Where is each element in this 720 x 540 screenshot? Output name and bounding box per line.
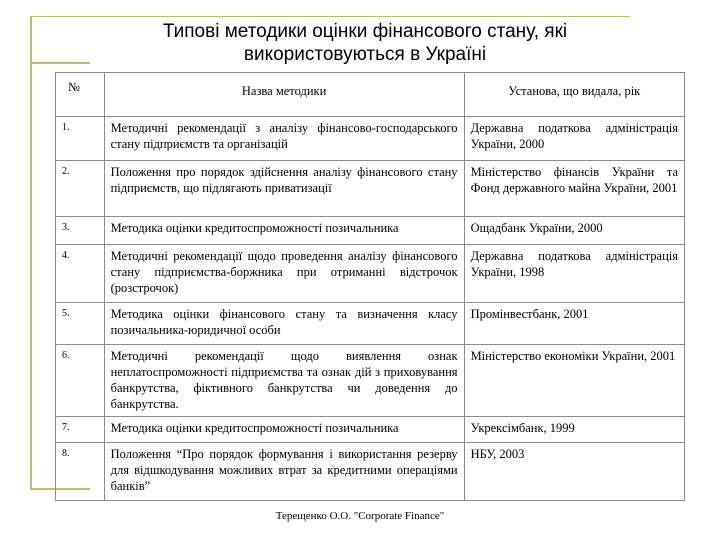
title-line-1: Типові методики оцінки фінансового стану, які (162, 21, 568, 42)
institution-year: Укрексімбанк, 1999 (464, 417, 684, 443)
method-name: Методичні рекомендації з аналізу фінансово-господарського стану підприємств та організацій (104, 117, 464, 161)
table-header-row (56, 73, 685, 117)
institution-year: НБУ, 2003 (464, 443, 684, 501)
institution-year: Державна податкова адміністрація України, 1998 (464, 245, 684, 303)
methods-table (55, 72, 685, 501)
slide-title (60, 20, 670, 66)
institution-year: Промінвестбанк, 2001 (464, 303, 684, 345)
row-number: 4. (56, 245, 105, 303)
institution-year: Міністерство економіки України, 2001 (464, 345, 684, 417)
table-row (56, 117, 685, 161)
method-name: Методичні рекомендації щодо проведення аналізу фінансового стану підприємства-боржника при отриманні відстрочок (розстрочок) (104, 245, 464, 303)
institution-year: Державна податкова адміністрація України, 2000 (464, 117, 684, 161)
row-number: 6. (56, 345, 105, 417)
table-row (56, 161, 685, 217)
decorative-vertical-line (30, 16, 32, 490)
table-row (56, 245, 685, 303)
row-number: 5. (56, 303, 105, 345)
institution-year: Міністерство фінансів України та Фонд державного майна України, 2001 (464, 161, 684, 217)
table-row (56, 417, 685, 443)
method-name: Положення “Про порядок формування і використання резерву для відшкодування можливих втрат за кредитними операціями банків” (104, 443, 464, 501)
method-name: Методика оцінки фінансового стану та визначення класу позичальника-юридичної особи (104, 303, 464, 345)
table-row (56, 217, 685, 245)
header-number: № (56, 73, 105, 117)
row-number: 2. (56, 161, 105, 217)
table-row (56, 303, 685, 345)
row-number: 7. (56, 417, 105, 443)
header-institution: Установа, що видала, рік (464, 73, 684, 117)
row-number: 1. (56, 117, 105, 161)
header-method-name: Назва методики (104, 73, 464, 117)
method-name: Положення про порядок здійснення аналізу фінансового стану підприємств, що підлягають приватизації (104, 161, 464, 217)
method-name: Методика оцінки кредитоспроможності позичальника (104, 217, 464, 245)
decorative-top-line (30, 16, 630, 17)
footer-credit: Терещенко О.О. "Corporate Finance" (275, 510, 445, 522)
title-line-2: використовуються в Україні (243, 44, 487, 65)
table-row (56, 443, 685, 501)
institution-year: Ощадбанк України, 2000 (464, 217, 684, 245)
table-row (56, 345, 685, 417)
method-name: Методичні рекомендації щодо виявлення ознак неплатоспроможності підприємства та ознак дій з приховування банкрутства, фіктивного банкрутства чи доведення до банкрутства. (104, 345, 464, 417)
row-number: 8. (56, 443, 105, 501)
method-name: Методика оцінки кредитоспроможності позичальника (104, 417, 464, 443)
row-number: 3. (56, 217, 105, 245)
